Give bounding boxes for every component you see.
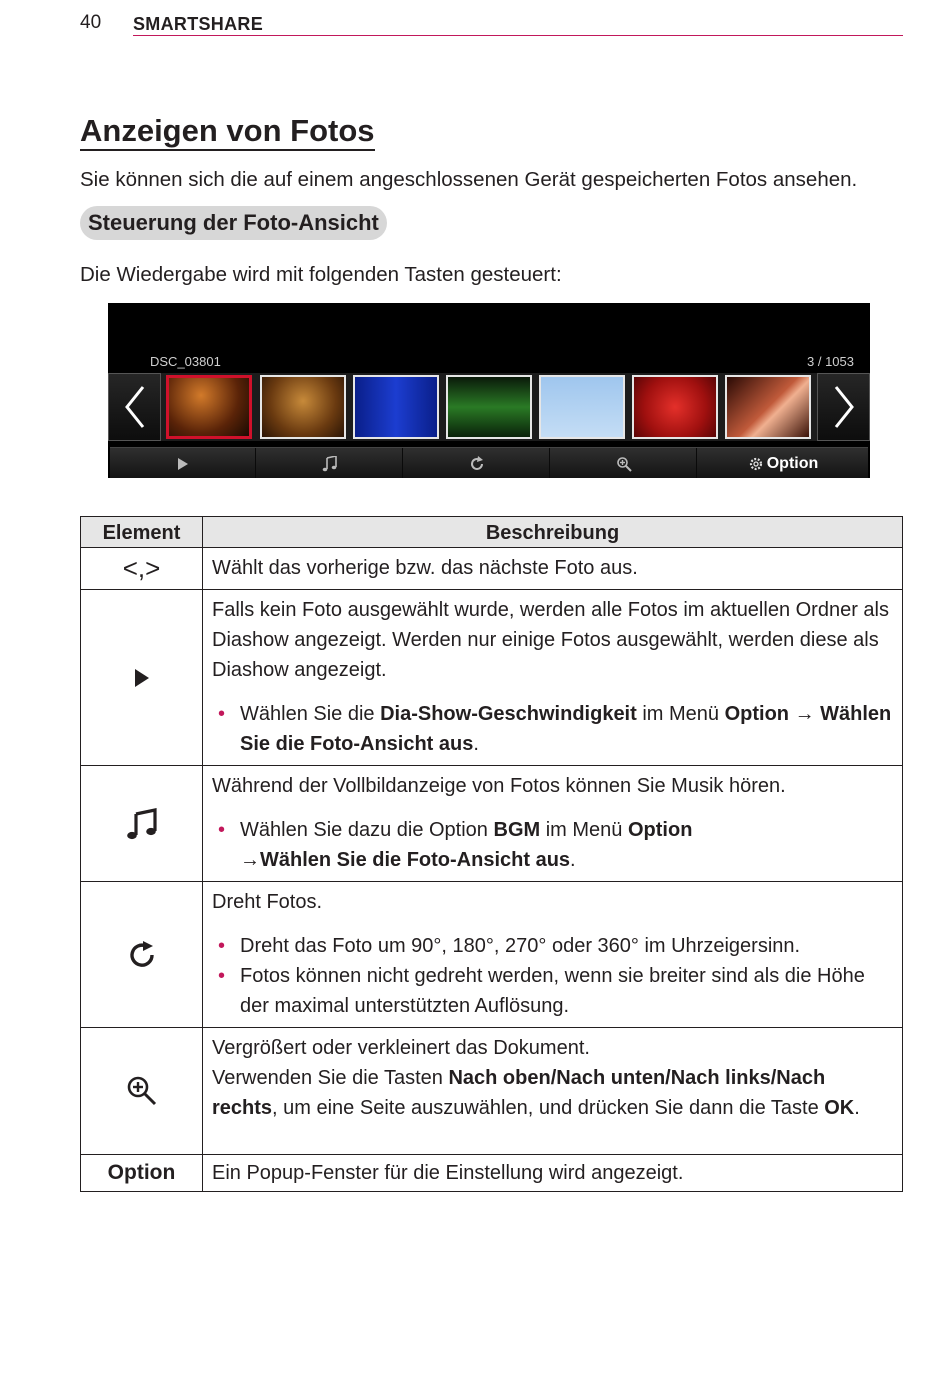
- option-element: Option: [81, 1155, 203, 1192]
- table-row-music: [81, 766, 903, 882]
- next-photo-button[interactable]: [817, 373, 870, 441]
- play-icon: [177, 458, 189, 470]
- play-bullets: [212, 699, 894, 759]
- player-counter: 3 / 1053: [807, 354, 854, 369]
- table-header-row: [81, 517, 903, 548]
- chevron-left-icon: [123, 383, 147, 431]
- zoom-text: , um eine Seite auszuwählen, und drücken Sie dann die Taste: [272, 1097, 825, 1119]
- music-description: [203, 766, 903, 882]
- intro-text: Sie können sich die auf einem angeschlossenen Gerät gespeicherten Fotos ansehen.: [80, 168, 858, 191]
- table-row-play: [81, 590, 903, 766]
- play-text: Falls kein Foto ausgewählt wurde, werden alle Fotos im aktuellen Ordner als Diashow angezeigt. Werden nur einige Fotos ausgewählt, werden diese als Diashow angezeigt.: [212, 599, 889, 681]
- bullet-text: Wählen Sie dazu die Option: [240, 819, 494, 841]
- bullet-text: .: [570, 849, 576, 871]
- table-row-zoom: [81, 1028, 903, 1155]
- prev-next-description: Wählt das vorherige bzw. das nächste Foto aus.: [203, 548, 903, 590]
- zoom-icon: [616, 456, 632, 472]
- option-button[interactable]: [698, 448, 868, 478]
- player-toolbar: [110, 447, 868, 478]
- table-row-option: [81, 1155, 903, 1192]
- subheading: Steuerung der Foto-Ansicht: [80, 206, 387, 240]
- gear-icon: [748, 456, 764, 472]
- table-header-description: Beschreibung: [203, 517, 903, 548]
- rotate-text: Dreht Fotos.: [212, 891, 323, 913]
- thumbnail-6[interactable]: [632, 375, 718, 439]
- thumbnail-2[interactable]: [260, 375, 346, 439]
- header-rule: [133, 35, 903, 36]
- thumbnail-3[interactable]: [353, 375, 439, 439]
- rotate-button[interactable]: [404, 448, 550, 478]
- page-header: [80, 10, 903, 38]
- section-name: SMARTSHARE: [133, 14, 264, 34]
- rotate-bullet-1: • Dreht das Foto um 90°, 180°, 270° oder 360° im Uhrzeigersinn.: [212, 931, 894, 961]
- chevron-right-icon: [832, 383, 856, 431]
- table-row-rotate: [81, 882, 903, 1028]
- zoom-element: [81, 1028, 203, 1155]
- player-filename: DSC_03801: [150, 354, 221, 369]
- bullet-text: im Menü: [636, 703, 725, 725]
- photo-player-screenshot: [108, 303, 870, 478]
- play-description: [203, 590, 903, 766]
- music-icon: [322, 456, 338, 472]
- music-text: Während der Vollbildanzeige von Fotos können Sie Musik hören.: [212, 775, 786, 797]
- rotate-icon: [469, 456, 485, 472]
- rotate-description: [203, 882, 903, 1028]
- bullet-text: .: [473, 733, 479, 755]
- page-title: Anzeigen von Fotos: [80, 114, 375, 151]
- play-element: [81, 590, 203, 766]
- bullet-text: im Menü: [540, 819, 628, 841]
- zoom-bold: OK: [824, 1097, 855, 1119]
- rotate-bullets: [212, 931, 894, 1021]
- thumbnail-4[interactable]: [446, 375, 532, 439]
- bullet-bold: Option: [724, 703, 790, 725]
- thumbnail-1[interactable]: [166, 375, 252, 439]
- music-icon: [126, 808, 158, 840]
- bullet-bold: Wählen Sie die Foto-Ansicht aus: [240, 703, 892, 755]
- zoom-icon: [126, 1075, 158, 1107]
- zoom-text-1: Vergrößert oder verkleinert das Dokument.: [212, 1037, 590, 1059]
- bullet-text: Wählen Sie die: [240, 703, 381, 725]
- instruction-text: Die Wiedergabe wird mit folgenden Tasten gesteuert:: [80, 263, 562, 286]
- rotate-icon: [127, 940, 157, 970]
- zoom-bold: Nach oben/Nach unten/Nach links/Nach rechts: [212, 1067, 826, 1119]
- thumbnail-7[interactable]: [725, 375, 811, 439]
- music-button[interactable]: [257, 448, 403, 478]
- bullet-bold: Option: [627, 819, 693, 841]
- play-bullet: [212, 699, 894, 759]
- table-header-element: Element: [81, 517, 203, 548]
- bullet-bold: Dia-Show-Geschwindigkeit: [380, 703, 637, 725]
- thumbnail-5[interactable]: [539, 375, 625, 439]
- rotate-element: [81, 882, 203, 1028]
- rotate-bullet-2: • Fotos können nicht gedreht werden, wenn sie breiter sind als die Höhe der maximal unterstützten Auflösung.: [212, 961, 894, 1021]
- zoom-text: .: [854, 1097, 860, 1119]
- table-row-prev-next: [81, 548, 903, 590]
- music-element: [81, 766, 203, 882]
- music-bullet: [212, 815, 894, 875]
- option-label: Option: [766, 454, 819, 472]
- zoom-button[interactable]: [551, 448, 697, 478]
- bullet-bold: →Wählen Sie die Foto-Ansicht aus: [240, 849, 571, 871]
- bullet-bold: BGM: [493, 819, 541, 841]
- prev-photo-button[interactable]: [108, 373, 161, 441]
- option-description: Ein Popup-Fenster für die Einstellung wird angezeigt.: [203, 1155, 903, 1192]
- zoom-text-2: [212, 1063, 894, 1123]
- play-icon: [135, 669, 149, 687]
- page-number: 40: [80, 12, 102, 33]
- music-bullets: [212, 815, 894, 875]
- play-button[interactable]: [110, 448, 256, 478]
- controls-table: [80, 516, 903, 1192]
- zoom-description: [203, 1028, 903, 1155]
- bullet-arrow: →: [789, 703, 821, 725]
- prev-next-element: <,>: [81, 548, 203, 590]
- zoom-text: Verwenden Sie die Tasten: [212, 1067, 449, 1089]
